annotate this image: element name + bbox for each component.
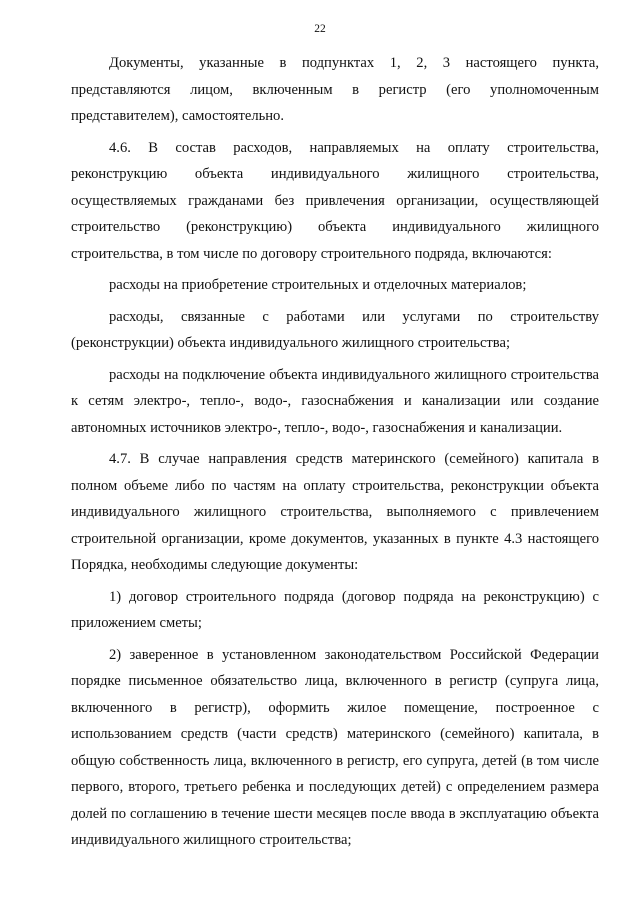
paragraph-item-1: 1) договор строительного подряда (договор подряда на реконструкцию) с приложением сметы;	[71, 588, 599, 631]
paragraph-item-2: 2) заверенное в установленном законодательством Российской Федерации порядке письменное обязательство лица, включенного в регистр (супруга лица, включенного в регистр), оформить жилое помещение, построенное с использованием средств (части средств) материнского (семейного) капитала, в общую собственность лица, включенного в регистр, его супруга, детей (в том числе первого, второго, третьего ребенка и последующих детей) с определением размера долей по соглашению в течение шести месяцев после ввода в эксплуатацию объекта индивидуального жилищного строительства;	[71, 646, 599, 848]
page-number: 22	[314, 23, 326, 35]
paragraph-4-7: 4.7. В случае направления средств материнского (семейного) капитала в полном объеме либо по частям на оплату строительства, реконструкции объекта индивидуального жилищного строительства, выполняемого с привлечением строительной организации, кроме документов, указанных в пункте 4.3 настоящего Порядка, необходимы следующие документы:	[71, 451, 599, 573]
paragraph-connection-expenses: расходы на подключение объекта индивидуального жилищного строительства к сетям электро-, тепло-, водо-, газоснабжения и канализации или создание автономных источников электро-, тепло-, водо-, газоснабжения и канализации.	[71, 366, 599, 436]
paragraph-4-6: 4.6. В состав расходов, направляемых на оплату строительства, реконструкцию объекта индивидуального жилищного строительства, осуществляемых гражданами без привлечения организации, осуществляющей строительство (реконструкцию) объекта индивидуального жилищного строительства, в том числе по договору строительного подряда, включаются:	[71, 139, 599, 262]
paragraph-materials-expenses: расходы на приобретение строительных и отделочных материалов;	[109, 277, 527, 293]
paragraph-works-expenses: расходы, связанные с работами или услугами по строительству (реконструкции) объекта индивидуального жилищного строительства;	[71, 308, 599, 351]
document-body	[71, 50, 599, 859]
paragraph-documents-submission: Документы, указанные в подпунктах 1, 2, 3 настоящего пункта, представляются лицом, включенным в регистр (его уполномоченным представителем), самостоятельно.	[71, 55, 599, 124]
